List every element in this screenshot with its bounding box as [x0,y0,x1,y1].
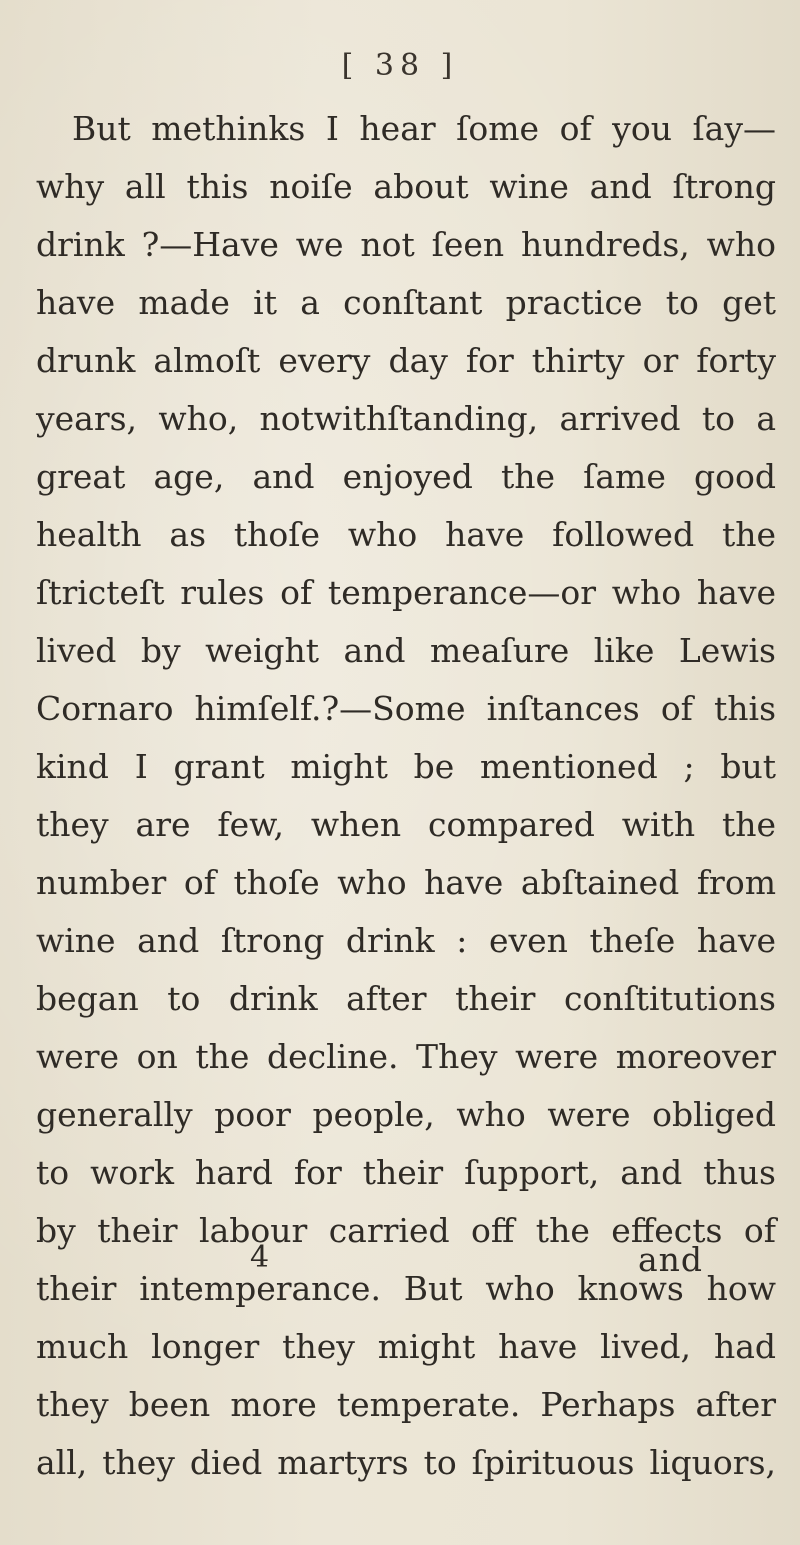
text-line: why all this noiſe about wine and ſtrong [36,167,776,206]
text-line: their intemperance. But who knows how [36,1269,776,1308]
text-line: much longer they might have lived, had [36,1327,776,1366]
text-line: number of thoſe who have abſtained from [36,863,776,902]
text-line: generally poor people, who were obliged [36,1095,776,1134]
text-line: But methinks I hear ſome of you ſay— [72,109,776,148]
text-line: by their labour carried off the effects of [36,1211,776,1250]
text-line: they been more temperate. Perhaps after [36,1385,776,1424]
signature-mark: 4 [250,1240,270,1275]
text-line: kind I grant might be mentioned ; but [36,747,776,786]
text-line: years, who, notwithſtanding, arrived to a [36,399,776,438]
text-line: ſtricteſt rules of temperance—or who have [36,573,776,612]
text-line: lived by weight and meaſure like Lewis [36,631,776,670]
text-line: drunk almoſt every day for thirty or forty [36,341,776,380]
text-line: began to drink after their conſtitutions [36,979,776,1018]
text-line: health as thoſe who have followed the [36,515,776,554]
catchword: and [638,1240,704,1279]
text-line: to work hard for their ſupport, and thus [36,1153,776,1192]
text-line: Cornaro himſelf.?—Some inſtances of this [36,689,776,728]
text-line: drink ?—Have we not ſeen hundreds, who [36,225,776,264]
text-line: have made it a conſtant practice to get [36,283,776,322]
text-line: all, they died martyrs to ſpirituous liquors, [36,1443,776,1482]
text-line: wine and ſtrong drink : even theſe have [36,921,776,960]
text-line: were on the decline. They were moreover [36,1037,776,1076]
text-line: great age, and enjoyed the ſame good [36,457,776,496]
text-line: they are few, when compared with the [36,805,776,844]
footer-row [0,1240,800,1290]
page-number: [ 38 ] [341,48,459,83]
